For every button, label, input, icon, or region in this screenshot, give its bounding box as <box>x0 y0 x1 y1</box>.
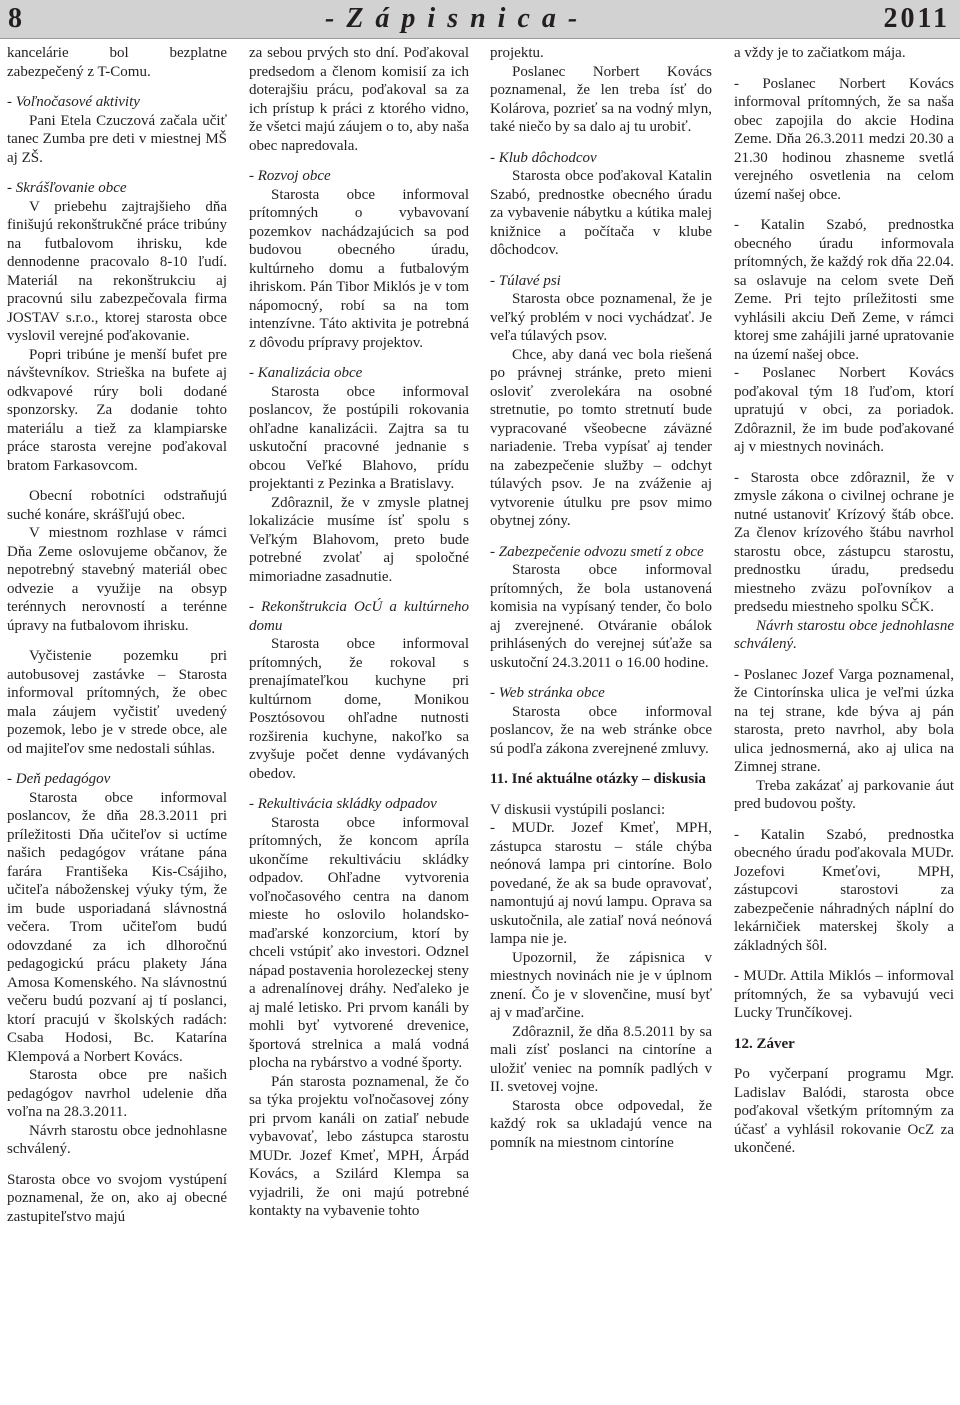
paragraph: Pán starosta poznamenal, že čo sa týka projektu voľnočasovej zóny pri prvom kanáli on zatiaľ nebude vybavovať, lebo zástupca starostu MUDr. Jozef Kmeť, MPH, Árpád Kovács, a Szilárd Klempa sa vyjadrili, že oni majú potrebné kontakty na vybavenie tohto <box>249 1073 469 1219</box>
paragraph: - Starosta obce zdôraznil, že v zmysle zákona o civilnej ochrane je nutné ustanoviť Krízový štáb obce. Za členov krízového štábu navrhol starostu obce, zástupcu starostu, prednostku úradu, predsedu miestneho zväzu poľovníkov a predsedu miestneho spolku SČK. <box>734 469 954 615</box>
header-year: 2011 <box>883 3 950 34</box>
paragraph: V miestnom rozhlase v rámci Dňa Zeme oslovujeme občanov, že nepotrebný stavebný materiál obec odvezie a využije na obsyp terénnych nerovností a terénne úpravy na futbalovom ihrisku. <box>7 525 227 634</box>
paragraph: - Katalin Szabó, prednostka obecného úradu informovala prítomných, že každý rok dňa 22.04. sa oslavuje na celom svete Deň Zeme. Pri tejto príležitosti sme vyhlásili akciu Deň Zeme, v rámci ktorej sme zahájili jarné upratovanie na území našej obce. <box>734 217 954 363</box>
paragraph: - MUDr. Jozef Kmeť, MPH, zástupca starostu – stále chýba neónová lampa pri cintoríne. Bolo povedané, že ak sa bude opravovať, namontujú aj novú lampu. Oprava sa uskutočnila, ale zatiaľ nová neónová lampa nie je. <box>490 820 712 947</box>
paragraph: - Poslanec Norbert Kovács poďakoval tým 18 ľuďom, ktorí upratujú v obci, za poriadok. Zdôraznil, že im bude poďakované aj v miestnych novinách. <box>734 365 954 455</box>
text-column-3 <box>490 44 712 1152</box>
paragraph: Vyčistenie pozemku pri autobusovej zastávke – Starosta informoval prítomných, že obec mala záujem vyčistiť uvedený pozemok, lebo je v strede obce, ale od majiteľov sme nedostali súhlas. <box>7 648 227 757</box>
paragraph: Po vyčerpaní programu Mgr. Ladislav Balódi, starosta obce poďakoval všetkým prítomným za účasť a vyhlásil rokovanie OcZ za ukončené. <box>734 1066 954 1156</box>
paragraph: Zdôraznil, že dňa 8.5.2011 by sa mali zísť poslanci na cintoríne a uložiť veniec na pomník padlých v II. svetovej vojne. <box>490 1023 712 1095</box>
subsection-title: - Rekonštrukcia OcÚ a kultúrneho domu <box>249 599 469 634</box>
paragraph: projektu. <box>490 45 544 61</box>
paragraph: Starosta obce informoval prítomných o vybavovaní pozemkov nachádzajúcich sa pod budovou obecného úradu, kultúrneho domu a futbalovým ihriskom. Pán Tibor Miklós je v tom nápomocný, robí sa na tom intenzívne. Táto aktivita je potrebná z dôvodu prípravy projektov. <box>249 186 469 351</box>
subsection-title: - Deň pedagógov <box>7 771 111 787</box>
subsection-title: - Skrášľovanie obce <box>7 180 127 196</box>
paragraph: Starosta obce informoval poslancov, že na web stránke obce sú podľa zákona zverejnené zmluvy. <box>490 703 712 757</box>
section-heading: 11. Iné aktuálne otázky – diskusia <box>490 771 706 787</box>
paragraph: Starosta obce informoval poslancov, že dňa 28.3.2011 pri príležitosti Dňa učiteľov si uctíme našich pedagógov vrátane pána farára Františeka Kis-Csájiho, učiteľa náboženskej výuky tým, že im bude usporiadaná slávnostná večera. Trom učiteľom budú odovzdané za ich dlhoročnú pedagogickú prácu plakety Jána Amosa Komenského. Na slávnostnú večeru budú pozvaní aj tí poslanci, ktorí pracujú v školských radách: Csaba Hodosi, Bc. Katarína Klempová a Norbert Kovács. <box>7 789 227 1065</box>
paragraph: V diskusii vystúpili poslanci: <box>490 801 666 818</box>
paragraph: Poslanec Norbert Kovács poznamenal, že len treba ísť do Kolárova, pozrieť sa na vodný mlyn, také niečo by sa dalo aj tu urobiť. <box>490 63 712 135</box>
paragraph: za sebou prvých sto dní. Poďakoval predsedom a členom komisií za ich doterajšiu prácu, poďakoval sa za ich prístup k práci z ktorého vidno, že všetci majú záujem o to, aby naša obec napredovala. <box>249 45 469 154</box>
paragraph: Starosta obce poďakoval Katalin Szabó, prednostke obecného úradu za vybavenie nábytku a kútika malej knižnice a počítača v klube dôchodcov. <box>490 168 712 258</box>
text-column-4 <box>734 44 954 1158</box>
paragraph: - Poslanec Jozef Varga poznamenal, že Cintorínska ulica je veľmi úzka na tej strane, kde býva aj pán starosta, preto navrhol, aby bola ulica jednosmerná, ako aj ulica na Zimnej strane. <box>734 666 954 775</box>
paragraph: - Katalin Szabó, prednostka obecného úradu poďakovala MUDr. Jozefovi Kmeťovi, MPH, zástupcovi starostovi za zabezpečenie náhradných náplní do lekárničiek materskej školy a základných šôl. <box>734 826 954 954</box>
paragraph: V priebehu zajtrajšieho dňa finišujú rekonštrukčné práce tribúny na futbalovom ihrisku, kde dennodenne pracovalo 8-10 ľudí. Materiál na rekonštrukciu aj pracovnú silu zabezpečovala firma JOSTAV s.r.o., ktorej starosta obce vyslovil verejné poďakovanie. <box>7 198 227 344</box>
subsection-title: - Rozvoj obce <box>249 168 331 184</box>
subsection-title: - Klub dôchodcov <box>490 149 597 166</box>
subsection-title: - Voľnočasové aktivity <box>7 94 140 110</box>
paragraph: Chce, aby daná vec bola riešená po právnej stránke, preto mieni osloviť zverolekára na osobné stretnutie, po tomto stretnutí bude vypracované všeobecne záväzné nariadenie. Treba vypísať aj tender na zabezpečenie služby – odchyt túlavých psov. Je na zváženie aj vytvorenie útulku pre psov mimo obytnej zóny. <box>490 346 712 529</box>
header-title: - Z á p i s n i c a - <box>325 3 580 34</box>
paragraph: Starosta obce pre našich pedagógov navrhol udelenie dňa voľna na 28.3.2011. <box>7 1067 227 1120</box>
paragraph: Starosta obce poznamenal, že je veľký problém v noci vychádzať. Je veľa túlavých psov. <box>490 291 712 344</box>
subsection-title: - Kanalizácia obce <box>249 365 363 381</box>
page-number: 8 <box>8 3 22 34</box>
page-header <box>0 0 960 39</box>
paragraph: kancelárie bol bezplatne zabezpečený z T-Comu. <box>7 45 227 80</box>
paragraph: Starosta obce informoval prítomných, že koncom apríla ukončíme rekultiváciu skládky odpadov. Ohľadne vytvorenia voľnočasového centra na danom mieste ho oslovilo holandsko-maďarské konzorcium, ktorí by chceli vstúpiť ako investori. Odznel nápad postavenia horolezeckej steny a adrenalínovej dráhy. Neďaleko je aj malé letisko. Pri prvom kanáli by mohli byť vytvorené drevenice, športová strelnica a malá vodná plocha na rybárstvo a vodné športy. <box>249 814 469 1071</box>
section-heading: 12. Záver <box>734 1035 795 1052</box>
paragraph: a vždy je to začiatkom mája. <box>734 45 906 61</box>
paragraph: Starosta obce informoval prítomných, že bola ustanovená komisia na vypísaný tender, čo bolo aj zverejnené. Otváranie obálok prihlásených do verejnej súťaže sa uskutoční 24.3.2011 o 16.00 hodine. <box>490 562 712 671</box>
paragraph: Treba zakázať aj parkovanie áut pred budovou pošty. <box>734 777 954 812</box>
paragraph: Starosta obce vo svojom vystúpení poznamenal, že on, ako aj obecné zastupiteľstvo majú <box>7 1171 227 1225</box>
paragraph: Návrh starostu obce jednohlasne schválený. <box>734 617 954 652</box>
text-column-2 <box>249 44 469 1221</box>
paragraph: - Poslanec Norbert Kovács informoval prítomných, že sa naša obec zapojila do akcie Hodina Zeme. Dňa 26.3.2011 medzi 20.30 a 21.30 hodinou zhasneme svetlá verejného osvetlenia na celom území našej obce. <box>734 75 954 203</box>
paragraph: Popri tribúne je menší bufet pre návštevníkov. Strieška na bufete aj odkvapové rúry boli dodané sponzorsky. Za dodanie tohto materiálu a tiež za klampiarske práce starosta verejne poďakoval bratom Farkasovcom. <box>7 346 227 474</box>
subsection-title: - Rekultivácia skládky odpadov <box>249 796 437 812</box>
subsection-title: - Web stránka obce <box>490 685 605 701</box>
paragraph: Starosta obce odpovedal, že každý rok sa ukladajú vence na pomník na miestnom cintoríne <box>490 1097 712 1151</box>
text-column-1 <box>7 44 227 1226</box>
paragraph: Obecní robotníci odstraňujú suché konáre, skrášľujú obec. <box>7 488 227 523</box>
paragraph: Starosta obce informoval poslancov, že postúpili rokovania ohľadne kanalizácii. Zajtra sa tu uskutoční pracovné jednanie s obcou Veľké Blahovo, prídu projektanti z Pezinka a Bratislavy. <box>249 383 469 492</box>
subsection-title: - Zabezpečenie odvozu smetí z obce <box>490 543 704 560</box>
paragraph: Upozornil, že zápisnica v miestnych novinách nie je v úplnom znení. Čo je v slovenčine, musí byť aj v maďarčine. <box>490 949 712 1021</box>
paragraph: Pani Etela Czuczová začala učiť tanec Zumba pre deti v miestnej MŠ aj ZŠ. <box>7 112 227 166</box>
paragraph: Starosta obce informoval prítomných, že rokoval s prenajímateľkou kuchyne pri kultúrnom dome, Monikou Posztósovou ohľadne nutnosti rozširenia kuchyne, nakoľko sa zvyšuje počet denne vydávaných obedov. <box>249 636 469 782</box>
paragraph: Zdôraznil, že v zmysle platnej lokalizácie musíme ísť spolu s Veľkým Blahovom, preto bude potrebné zvolať aj spoločné mimoriadne zasadnutie. <box>249 494 469 585</box>
subsection-title: - Túlavé psi <box>490 272 561 289</box>
paragraph: Návrh starostu obce jednohlasne schválený. <box>7 1122 227 1157</box>
paragraph: - MUDr. Attila Miklós – informoval prítomných, že sa vybavujú veci Lucky Trunčíkovej. <box>734 968 954 1021</box>
